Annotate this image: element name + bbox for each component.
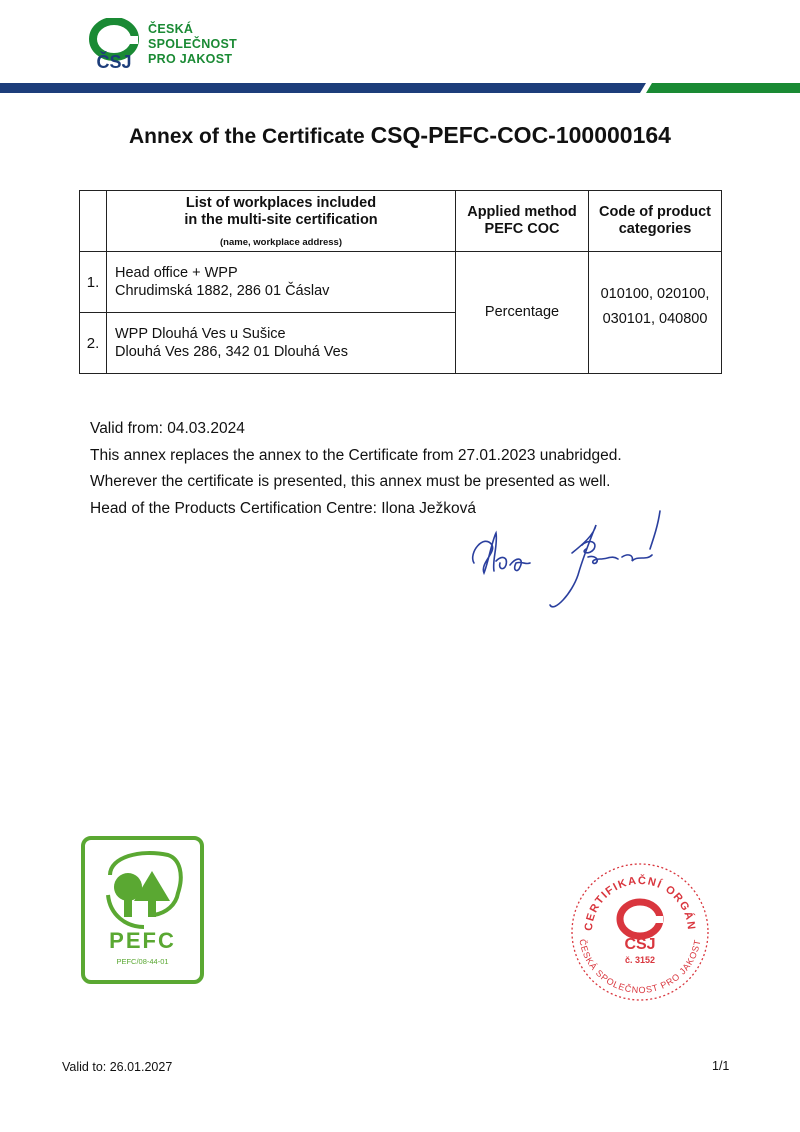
replaces-note: This annex replaces the annex to the Certificate from 27.01.2023 unabridged. xyxy=(90,446,622,464)
codes-line1: 010100, 020100, xyxy=(600,285,710,302)
codes-line2: 030101, 040800 xyxy=(602,310,708,327)
row-workplace xyxy=(107,252,456,313)
workplace-address: Chrudimská 1882, 286 01 Čáslav xyxy=(115,283,330,299)
valid-from: Valid from: 04.03.2024 xyxy=(90,420,245,437)
pefc-logo xyxy=(80,835,205,985)
pefc-word: PEFC xyxy=(109,928,176,953)
valid-to: Valid to: 26.01.2027 xyxy=(62,1060,173,1074)
header-codes xyxy=(589,191,722,252)
header-list-line2: in the multi-site certification xyxy=(184,212,378,228)
header-stripe xyxy=(0,83,800,93)
logo-text xyxy=(148,22,237,67)
workplace-name: Head office + WPP xyxy=(115,265,238,281)
certification-stamp xyxy=(565,857,715,1007)
row-num: 2. xyxy=(80,313,107,374)
head-of-centre: Head of the Products Certification Centre: Ilona Ježková xyxy=(90,499,476,517)
product-codes xyxy=(589,252,722,374)
signature xyxy=(462,505,672,615)
page-number: 1/1 xyxy=(712,1059,730,1073)
workplace-name: WPP Dlouhá Ves u Sušice xyxy=(115,326,286,342)
header-method-line2: PEFC COC xyxy=(484,221,560,237)
logo-line-1: ČESKÁ xyxy=(148,22,194,36)
header-codes-line1: Code of product xyxy=(599,204,711,220)
logo-line-2: SPOLEČNOST xyxy=(148,37,238,51)
header-codes-line2: categories xyxy=(618,221,692,237)
row-workplace xyxy=(107,313,456,374)
header-workplaces xyxy=(107,191,456,252)
page-title xyxy=(0,122,800,149)
stamp-bottom-text: ČESKÁ SPOLEČNOST PRO JAKOST xyxy=(577,938,703,996)
certificate-number: CSQ-PEFC-COC-100000164 xyxy=(370,122,671,148)
applied-method: Percentage xyxy=(456,252,589,374)
stamp-mark: ČSJ xyxy=(624,936,656,953)
stamp-top-text: CERTIFIKAČNÍ ORGÁN xyxy=(582,874,698,932)
logo-mark: ČSJ xyxy=(96,52,132,70)
pefc-code: PEFC/08-44-01 xyxy=(116,957,169,966)
header-list-line1: List of workplaces included xyxy=(185,195,377,211)
header-method xyxy=(456,191,589,252)
row-num: 1. xyxy=(80,252,107,313)
stamp-number: č. 3152 xyxy=(624,955,656,965)
logo-line-3: PRO JAKOST xyxy=(148,52,233,66)
presented-note: Wherever the certificate is presented, this annex must be presented as well. xyxy=(90,473,611,490)
workplaces-table xyxy=(79,190,722,374)
table-header-row xyxy=(80,191,722,252)
table-row xyxy=(80,252,722,313)
header-num xyxy=(80,191,107,252)
header-method-line1: Applied method xyxy=(467,204,577,220)
header-list-note: (name, workplace address) xyxy=(220,237,342,248)
title-prefix: Annex of the Certificate xyxy=(129,125,371,148)
workplace-address: Dlouhá Ves 286, 342 01 Dlouhá Ves xyxy=(115,344,348,360)
